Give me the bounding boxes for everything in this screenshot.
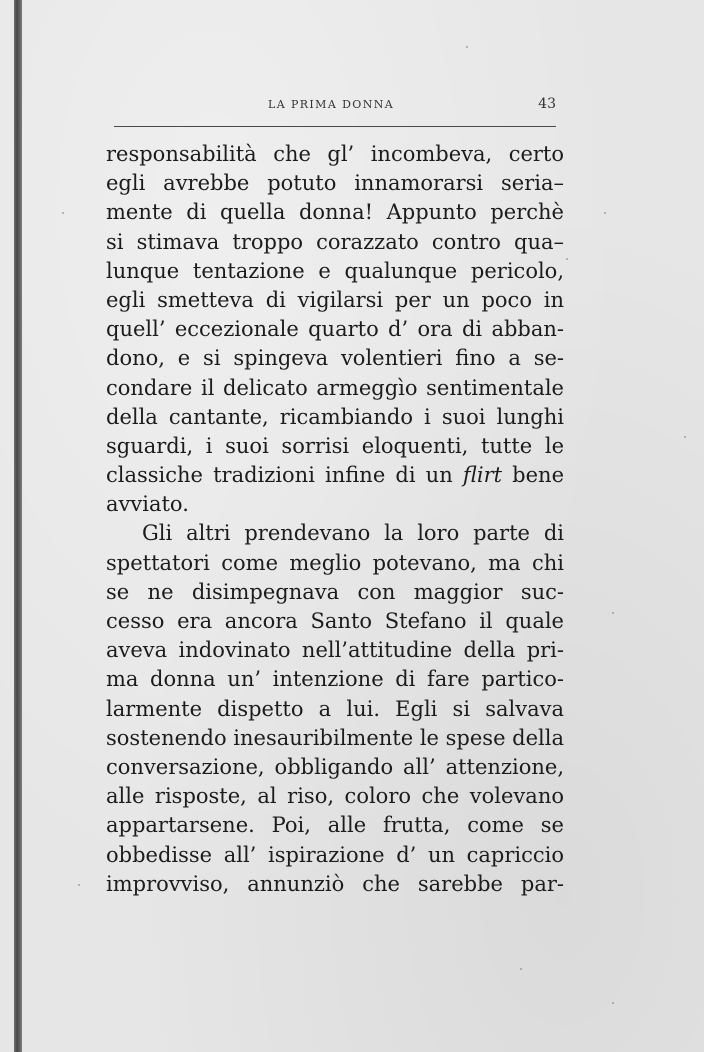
text-line: improvviso, annunziò che sarebbe par-: [106, 871, 564, 896]
line-start: classiche tradizioni infine di un: [106, 463, 463, 488]
text-line: responsabilità che gl’ incombeva, certo: [106, 142, 564, 166]
body-text: [106, 140, 564, 899]
text-line: della cantante, ricambiando i suoi lunghi: [106, 404, 564, 429]
italic-word: flirt: [462, 463, 503, 488]
paragraph-start-line: Gli altri prendevano la loro parte di: [142, 521, 564, 546]
text-line: dono, e si spingeva volentieri fino a se-: [106, 346, 564, 371]
text-line: lunque tentazione e qualunque pericolo,: [106, 258, 564, 283]
text-line: appartarsene. Poi, alle frutta, come se: [106, 813, 564, 838]
text-line: si stimava troppo corazzato contro qua–: [106, 229, 564, 254]
text-line: sguardi, i suoi sorrisi eloquenti, tutte le: [106, 433, 564, 458]
text-line: quell’ eccezionale quarto d’ ora di abban-: [106, 317, 564, 342]
header-rule: [114, 126, 556, 127]
text-line: obbedisse all’ ispirazione d’ un capriccio: [106, 842, 564, 867]
text-line: cesso era ancora Santo Stefano il quale: [106, 609, 564, 633]
text-line: egli avrebbe potuto innamorarsi seria–: [106, 171, 564, 196]
text-line: mente di quella donna! Appunto perchè: [106, 200, 564, 225]
text-line: ma donna un’ intenzione di fare partico-: [106, 667, 564, 692]
paragraph-end-line: avviato.: [106, 492, 189, 517]
line-end: bene: [502, 463, 564, 488]
text-line: alle risposte, al riso, coloro che volevano: [106, 784, 564, 809]
text-line: aveva indovinato nell’attitudine della pri-: [106, 638, 564, 663]
text-line: condare il delicato armeggìo sentimentale: [106, 375, 564, 400]
text-line: egli smetteva di vigilarsi per un poco in: [106, 287, 564, 312]
text-line: sostenendo inesauribilmente le spese della: [106, 725, 565, 750]
running-title: LA PRIMA DONNA: [268, 98, 395, 111]
page-gutter-shadow: [14, 0, 22, 1052]
text-line: se ne disimpegnava con maggior suc-: [106, 579, 564, 604]
text-line-with-italic: [106, 461, 564, 490]
text-line: conversazione, obbligando all’ attenzione,: [106, 754, 564, 779]
page-number: 43: [538, 96, 556, 112]
text-line: larmente dispetto a lui. Egli si salvava: [106, 696, 564, 721]
text-line: spettatori come meglio potevano, ma chi: [106, 550, 564, 575]
page-header: [118, 96, 556, 118]
